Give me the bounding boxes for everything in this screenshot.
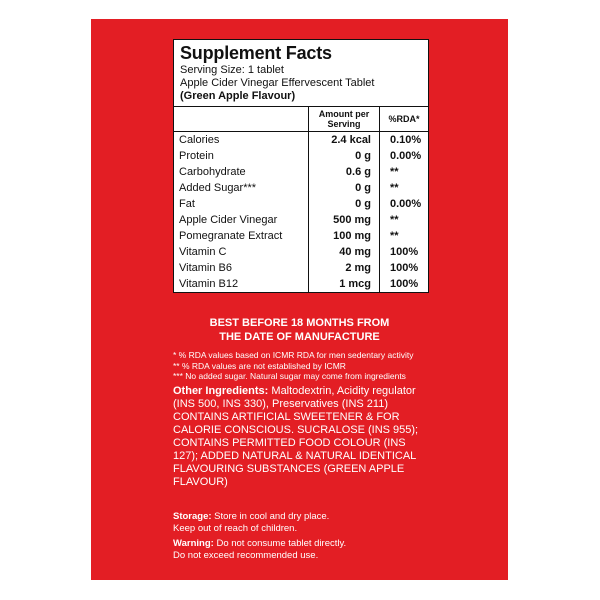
note-rda: * % RDA values based on ICMR RDA for men sedentary activity: [173, 350, 414, 360]
nutrient-name: Protein: [179, 150, 214, 162]
note-sugar: *** No added sugar. Natural sugar may come from ingredients: [173, 371, 406, 381]
ingredients-text: Maltodextrin, Acidity regulator (INS 500, INS 330), Preservatives (INS 211): [173, 385, 416, 410]
nutrition-table: [174, 107, 428, 292]
best-before: [91, 316, 508, 344]
best-before-line2: THE DATE OF MANUFACTURE: [219, 331, 380, 343]
storage-label: Storage:: [173, 511, 212, 522]
label-panel: [91, 19, 508, 580]
nutrient-amount: 2.4 kcal: [309, 132, 380, 149]
storage-line1: Store in cool and dry place.: [211, 511, 330, 522]
rda-notes: [173, 350, 413, 382]
storage-section: [173, 511, 433, 535]
ingredients-warning: CONTAINS ARTIFICIAL SWEETENER & FOR CALORIE CONSCIOUS. SUCRALOSE (INS 955); CONTAINS PERMITTED FOOD COLOUR (INS 127); ADDED NATURAL & NATURAL IDENTICAL FLAVOURING SUBSTANCES (GREEN APPLE FLAVOUR): [173, 411, 419, 488]
ingredients-section: [173, 385, 433, 489]
table-row: [174, 196, 428, 212]
table-row: [174, 212, 428, 228]
storage-line2: Keep out of reach of children.: [173, 523, 298, 534]
supplement-facts-box: [173, 39, 429, 293]
nutrient-rda: 100%: [380, 244, 429, 260]
header-nutrient: [174, 107, 309, 132]
table-row: [174, 132, 428, 149]
best-before-line1: BEST BEFORE 18 MONTHS FROM: [209, 317, 390, 329]
serving-size: Serving Size: 1 tablet: [180, 64, 284, 76]
nutrient-rda: 100%: [380, 276, 429, 292]
nutrient-amount: 500 mg: [309, 212, 380, 228]
table-row: [174, 164, 428, 180]
warning-line1: Do not consume tablet directly.: [213, 538, 347, 549]
header-amount: Amount per Serving: [309, 107, 380, 132]
nutrient-amount: 2 mg: [309, 260, 380, 276]
nutrient-amount: 0 g: [309, 148, 380, 164]
warning-line2: Do not exceed recommended use.: [173, 550, 319, 561]
nutrient-name: Added Sugar***: [179, 182, 257, 194]
nutrient-amount: 0.6 g: [309, 164, 380, 180]
nutrient-amount: 1 mcg: [309, 276, 380, 292]
facts-header: [174, 40, 428, 107]
nutrient-amount: 100 mg: [309, 228, 380, 244]
warning-section: [173, 538, 433, 562]
nutrient-rda: **: [380, 164, 429, 180]
warning-label: Warning:: [173, 538, 214, 549]
nutrient-rda: **: [380, 228, 429, 244]
facts-title: Supplement Facts: [180, 43, 332, 63]
nutrient-rda: 0.10%: [380, 132, 429, 149]
table-row: [174, 228, 428, 244]
table-row: [174, 180, 428, 196]
nutrient-name: Pomegranate Extract: [179, 230, 283, 242]
nutrient-rda: 0.00%: [380, 196, 429, 212]
header-rda: %RDA*: [380, 107, 429, 132]
nutrient-name: Fat: [179, 198, 195, 210]
nutrient-amount: 0 g: [309, 180, 380, 196]
table-row: [174, 148, 428, 164]
ingredients-label: Other Ingredients:: [173, 385, 269, 397]
nutrient-rda: **: [380, 212, 429, 228]
nutrient-rda: **: [380, 180, 429, 196]
flavour: (Green Apple Flavour): [180, 90, 296, 102]
table-row: [174, 244, 428, 260]
nutrient-name: Apple Cider Vinegar: [179, 214, 278, 226]
product-name: Apple Cider Vinegar Effervescent Tablet: [180, 77, 375, 89]
nutrient-rda: 0.00%: [380, 148, 429, 164]
nutrient-name: Vitamin C: [179, 246, 227, 258]
nutrient-name: Calories: [179, 134, 220, 146]
nutrient-amount: 40 mg: [309, 244, 380, 260]
nutrient-rda: 100%: [380, 260, 429, 276]
nutrient-amount: 0 g: [309, 196, 380, 212]
nutrient-name: Carbohydrate: [179, 166, 246, 178]
nutrient-name: Vitamin B12: [179, 278, 239, 290]
table-row: [174, 276, 428, 292]
table-row: [174, 260, 428, 276]
note-not-established: ** % RDA values are not established by ICMR: [173, 360, 346, 371]
nutrient-name: Vitamin B6: [179, 262, 232, 274]
